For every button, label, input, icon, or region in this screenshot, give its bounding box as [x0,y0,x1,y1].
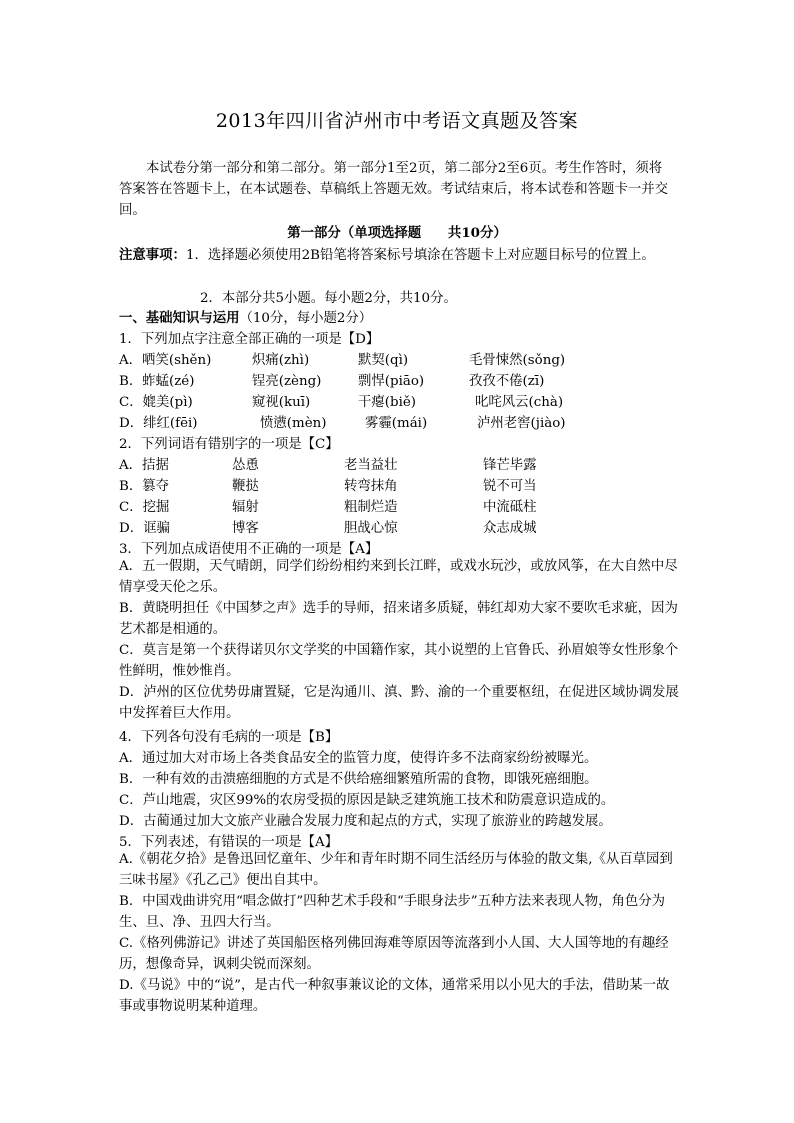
q1-option-cell: 窥视(kuī) [252,395,311,410]
q1-option-cell: 毛骨悚然(sǒng) [469,353,566,368]
q2-option-cell: 锐不可当 [483,479,537,494]
question-5-option: C.《格列佛游记》讲述了英国船医格列佛回海难等原因等流落到小人国、大人国等地的有趣经历，想像奇异，讽刺尖锐而深刻。 [119,936,669,972]
question-3-option: A．五一假期，天气晴朗，同学们纷纷相约来到长江畔，或戏水玩沙，或放风筝，在大自然中尽情享受天伦之乐。 [119,559,678,595]
q1-option-cell: 泸州老窖(jiào) [477,416,566,431]
q2-option-cell: 众志成城 [483,521,537,536]
q1-option-cell: A．哂笑(shěn) [119,353,212,368]
section-one-heading [119,307,372,326]
question-4-option: A．通过加大对市场上各类食品安全的监管力度，使得许多不法商家纷纷被曝光。 [119,751,598,766]
q2-option-cell: 中流砥柱 [483,500,537,515]
q2-option-cell: 粗制烂造 [344,500,398,515]
question-1-stem: 1．下列加点字注意全部正确的一项是【D】 [119,332,380,347]
q1-option-cell: 默契(qì) [358,353,409,368]
notice-item-1: 1．选择题必须使用2B铅笔将答案标号填涂在答题卡上对应题目标号的位置上。 [185,248,655,263]
question-4-option: D．古蔺通过加大文旅产业融合发展力度和起点的方式，实现了旅游业的跨越发展。 [119,814,612,829]
q2-option-cell: 胆战心惊 [344,521,398,536]
q2-option-cell: 博客 [232,521,259,536]
q2-option-cell: 怂恿 [232,458,259,473]
q2-option-cell: D．诓骗 [119,521,170,536]
q1-option-cell: 干瘪(biě) [358,395,417,410]
q2-option-cell: 锋芒毕露 [483,458,537,473]
q2-option-cell: 辐射 [232,500,259,515]
q1-option-cell: B．蚱蜢(zé) [119,374,195,389]
q1-option-cell: C．媲美(pì) [119,395,193,410]
question-4-stem: 4．下列各句没有毛病的一项是【B】 [119,730,339,745]
q1-option-cell: D．绯红(fēi) [119,416,198,431]
notice-item-2: 2．本部分共5小题。每小题2分，共10分。 [200,291,457,306]
question-5-option: D.《马说》中的“说”，是古代一种叙事兼议论的文体，通常采用以小见大的手法，借助某一故事或事物说明某种道理。 [119,978,670,1014]
q2-option-cell: B．篡夺 [119,479,170,494]
q1-option-cell: 锃亮(zèng) [252,374,322,389]
q2-option-cell: A．拮据 [119,458,169,473]
q1-option-cell: 愤懑(mèn) [260,416,327,431]
q2-option-cell: 老当益壮 [344,458,398,473]
question-3-option: B．黄晓明担任《中国梦之声》选手的导师，招来诸多质疑，韩红却劝大家不要吹毛求疵，因为艺术都是相通的。 [119,601,678,637]
question-2-stem: 2．下列词语有错别字的一项是【C】 [119,437,339,452]
question-3-stem: 3．下列加点成语使用不正确的一项是【A】 [119,542,379,557]
q2-option-cell: 鞭挞 [232,479,259,494]
question-4-option: B．一种有效的击溃癌细胞的方式是不供给癌细繁殖所需的食物，即饿死癌细胞。 [119,772,598,787]
question-5-option: B．中国戏曲讲究用“唱念做打”四种艺术手段和“手眼身法步”五种方法来表现人物，角色分为生、旦、净、丑四大行当。 [119,894,666,930]
q2-option-cell: 转弯抹角 [344,479,398,494]
intro-paragraph: 本试卷分第一部分和第二部分。第一部分1至2页，第二部分2至6页。考生作答时，须将答案答在答题卡上，在本试题卷、草稿纸上答题无效。考试结束后，将本试卷和答题卡一并交回。 [119,161,669,218]
q1-option-cell: 叱咤风云(chà) [475,395,564,410]
q1-option-cell: 剽悍(piāo) [358,374,425,389]
q2-option-cell: C．挖掘 [119,500,170,515]
page-title: 2013年四川省泸州市中考语文真题及答案 [215,110,579,132]
part-one-heading: 第一部分（单项选择题 共10分） [287,225,507,241]
question-4-option: C．芦山地震，灾区99%的农房受损的原因是缺乏建筑施工技术和防震意识造成的。 [119,793,615,808]
question-3-option: D．泸州的区位优势毋庸置疑，它是沟通川、滇、黔、渝的一个重要枢纽，在促进区域协调发展中发挥着巨大作用。 [119,685,679,721]
notice-label: 注意事项： [119,247,186,263]
question-5-stem: 5．下列表述，有错误的一项是【A】 [119,835,339,850]
question-3-option: C．莫言是第一个获得诺贝尔文学奖的中国籍作家，其小说塑的上官鲁氏、孙眉娘等女性形象个性鲜明，惟妙惟肖。 [119,643,679,679]
notice-line-1 [119,244,689,263]
q1-option-cell: 雾霾(mái) [365,416,428,431]
q1-option-cell: 孜孜不倦(zī) [469,374,545,389]
question-5-option: A.《朝花夕拾》是鲁迅回忆童年、少年和青年时期不同生活经历与体验的散文集,《从百草园到三味书屋》《孔乙己》便出自其中。 [119,852,673,888]
section-one-label: 一、基础知识与运用 [119,310,240,326]
q1-option-cell: 炽痛(zhì) [252,353,310,368]
section-one-score: （10分，每小题2分） [239,311,373,326]
